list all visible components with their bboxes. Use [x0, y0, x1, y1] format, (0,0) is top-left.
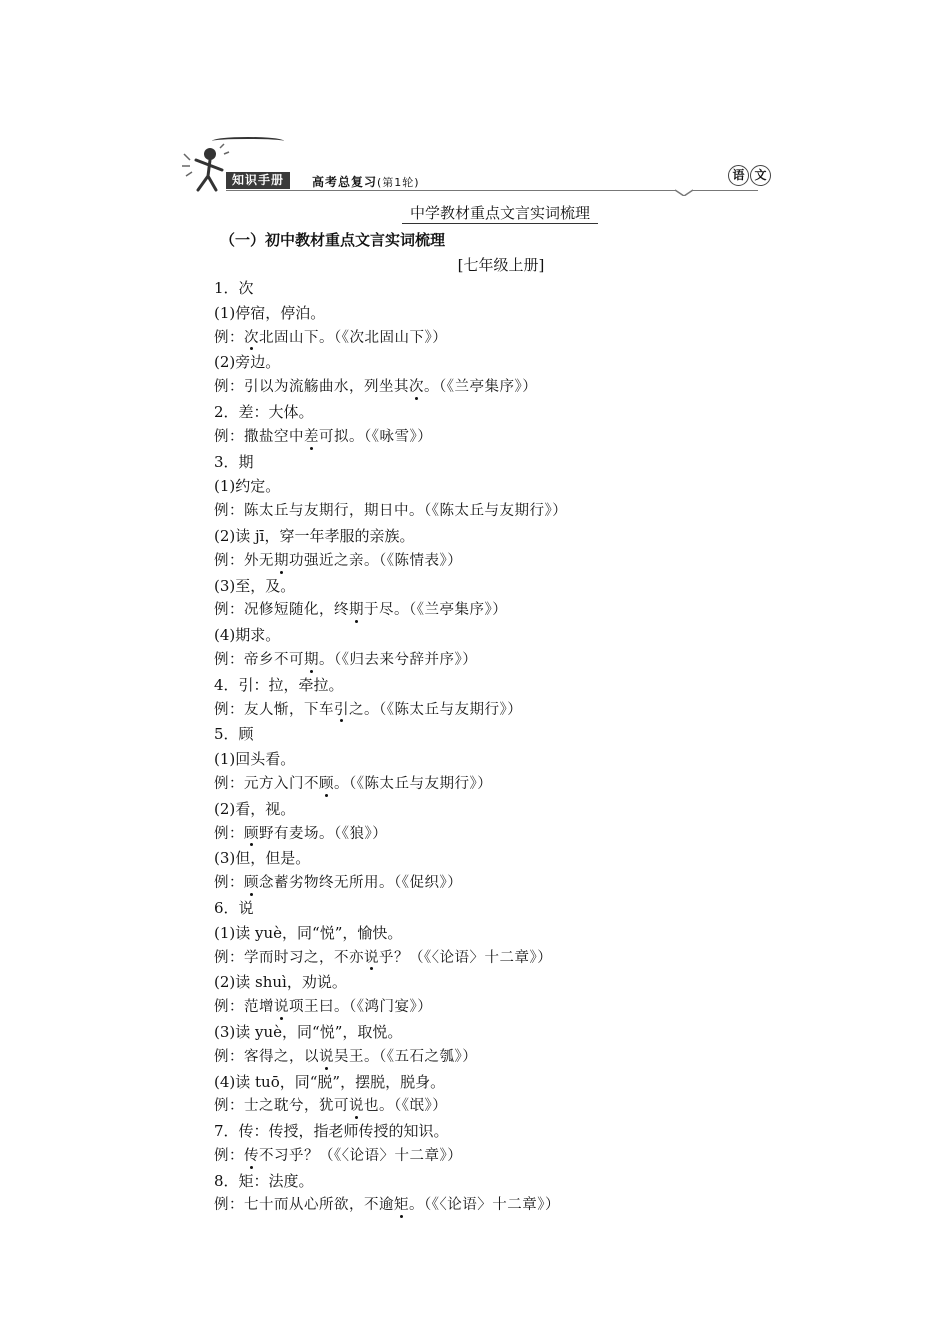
student-mascot-icon — [180, 140, 230, 196]
definition-line: (1)约定。 — [214, 477, 281, 496]
example-line — [214, 1045, 834, 1070]
series-name: 高考总复习 — [312, 175, 378, 189]
page-header — [180, 132, 780, 202]
emphasized-char: 期 — [349, 598, 364, 623]
example-line — [214, 871, 834, 896]
definition-line: (2)读 jī，穿一年孝服的亲族。 — [214, 526, 415, 545]
entry-heading: 8．矩：法度。 — [214, 1171, 314, 1190]
example-text: 例： — [214, 1147, 244, 1164]
example-text: 例：外无 — [214, 552, 274, 569]
subject-char-1: 语 — [728, 165, 749, 186]
emphasized-char: 说 — [349, 1094, 364, 1119]
example-source: 。（《兰亭集序》） — [424, 379, 538, 396]
example-text: 例：元方入门不 — [214, 775, 319, 792]
series-title — [312, 173, 420, 190]
definition-line: (3)至，及。 — [214, 576, 296, 595]
document-title-text: 中学教材重点文言实词梳理 — [402, 203, 598, 224]
example-text: 例：客得之，以 — [214, 1048, 319, 1065]
example-line — [214, 499, 834, 524]
series-round: (第1轮) — [377, 176, 420, 189]
example-line — [214, 1193, 834, 1218]
example-line — [214, 772, 834, 797]
emphasized-char: 差 — [304, 425, 319, 450]
entry-heading: 2．差：大体。 — [214, 402, 314, 421]
emphasized-char: 顾 — [319, 772, 334, 797]
example-text: 例：帝乡不可 — [214, 651, 304, 668]
definition-line: (3)读 yuè，同“悦”，取悦。 — [214, 1022, 403, 1041]
entry-heading: 1．次 — [214, 279, 254, 297]
entry-heading: 3．期 — [214, 452, 254, 471]
example-line — [214, 995, 834, 1020]
entry-heading: 5．顾 — [214, 725, 254, 744]
subject-label — [728, 165, 771, 186]
emphasized-char: 传 — [244, 1144, 259, 1169]
example-line — [214, 598, 834, 623]
emphasized-char: 引 — [334, 698, 349, 723]
definition-line: (1)读 yuè，同“悦”，愉快。 — [214, 923, 403, 942]
example-text: 例：引以为流觞曲水，列坐其 — [214, 379, 409, 396]
definition-line: (2)看，视。 — [214, 799, 296, 818]
example-line — [214, 648, 834, 673]
emphasized-char: 期 — [304, 648, 319, 673]
example-line — [214, 375, 834, 400]
definition-line: (4)期求。 — [214, 626, 281, 645]
example-source: 。（《归去来兮辞并序》） — [319, 651, 478, 668]
example-text: 例：七十而从心所欲，不逾 — [214, 1197, 394, 1214]
emphasized-char: 顾 — [244, 871, 259, 896]
document-title — [0, 203, 950, 224]
example-text: 例：士之耽兮，犹可 — [214, 1098, 349, 1115]
example-source: 不习乎？（《〈论语〉十二章》） — [259, 1147, 463, 1164]
header-notch-decoration — [675, 186, 693, 196]
definition-line: (1)回头看。 — [214, 750, 296, 769]
example-source: 。（《陈太丘与友期行》） — [334, 775, 493, 792]
definition-line: (1)停宿，停泊。 — [214, 303, 326, 322]
definition-line: (2)读 shuì，劝说。 — [214, 973, 347, 992]
example-text: 例：友人惭，下车 — [214, 701, 334, 718]
example-text: 例：撒盐空中 — [214, 428, 304, 445]
definition-line: (4)读 tuō，同“脱”，摆脱，脱身。 — [214, 1072, 446, 1091]
example-source: 乎？（《〈论语〉十二章》） — [379, 949, 553, 966]
emphasized-char: 说 — [319, 1045, 334, 1070]
example-line — [214, 822, 834, 847]
example-source: 吴王。（《五石之瓠》） — [334, 1048, 478, 1065]
example-text: 例：范增 — [214, 999, 274, 1016]
example-text: 例：学而时习之，不亦 — [214, 949, 364, 966]
definition-line: (3)但，但是。 — [214, 849, 311, 868]
example-line — [214, 1094, 834, 1119]
emphasized-char: 期 — [274, 549, 289, 574]
subject-char-2: 文 — [750, 165, 771, 186]
example-source: 野有麦场。（《狼》） — [259, 825, 388, 842]
example-source: 可拟。（《咏雪》） — [319, 428, 433, 445]
example-line — [214, 549, 834, 574]
example-text: 例： — [214, 329, 244, 346]
content-body — [214, 276, 834, 1218]
example-source: 也。（《氓》） — [364, 1098, 448, 1115]
definition-line: (2)旁边。 — [214, 353, 281, 372]
example-line — [214, 425, 834, 450]
example-line — [214, 946, 834, 971]
example-source: 。（《〈论语〉十二章》） — [409, 1197, 560, 1214]
section-title: （一）初中教材重点文言实词梳理 — [220, 231, 446, 249]
example-source: 项王曰。（《鸿门宴》） — [289, 999, 433, 1016]
entry-heading: 6．说 — [214, 898, 254, 917]
emphasized-char: 次 — [244, 326, 259, 351]
example-text: 例： — [214, 875, 244, 892]
handbook-badge: 知识手册 — [226, 172, 290, 189]
example-text: 例： — [214, 825, 244, 842]
example-source: 念蓄劣物终无所用。（《促织》） — [259, 875, 463, 892]
example-line — [214, 326, 834, 351]
example-source: 之。（《陈太丘与友期行》） — [349, 701, 523, 718]
example-line — [214, 1144, 834, 1169]
example-text: 例：陈太丘与友期行，期日中。（《陈太丘与友期行》） — [214, 503, 568, 520]
emphasized-char: 说 — [274, 995, 289, 1020]
grade-label: [七年级上册] — [457, 256, 545, 274]
example-text: 例：况修短随化，终 — [214, 602, 349, 619]
emphasized-char: 说 — [364, 946, 379, 971]
entry-heading: 4．引：拉，牵拉。 — [214, 675, 344, 694]
emphasized-char: 矩 — [394, 1193, 409, 1218]
emphasized-char: 顾 — [244, 822, 259, 847]
emphasized-char: 次 — [409, 375, 424, 400]
example-source: 于尽。（《兰亭集序》） — [364, 602, 508, 619]
example-source: 功强近之亲。（《陈情表》） — [289, 552, 463, 569]
entry-heading: 7．传：传授，指老师传授的知识。 — [214, 1122, 449, 1141]
example-line — [214, 698, 834, 723]
example-source: 北固山下。（《次北固山下》） — [259, 329, 448, 346]
